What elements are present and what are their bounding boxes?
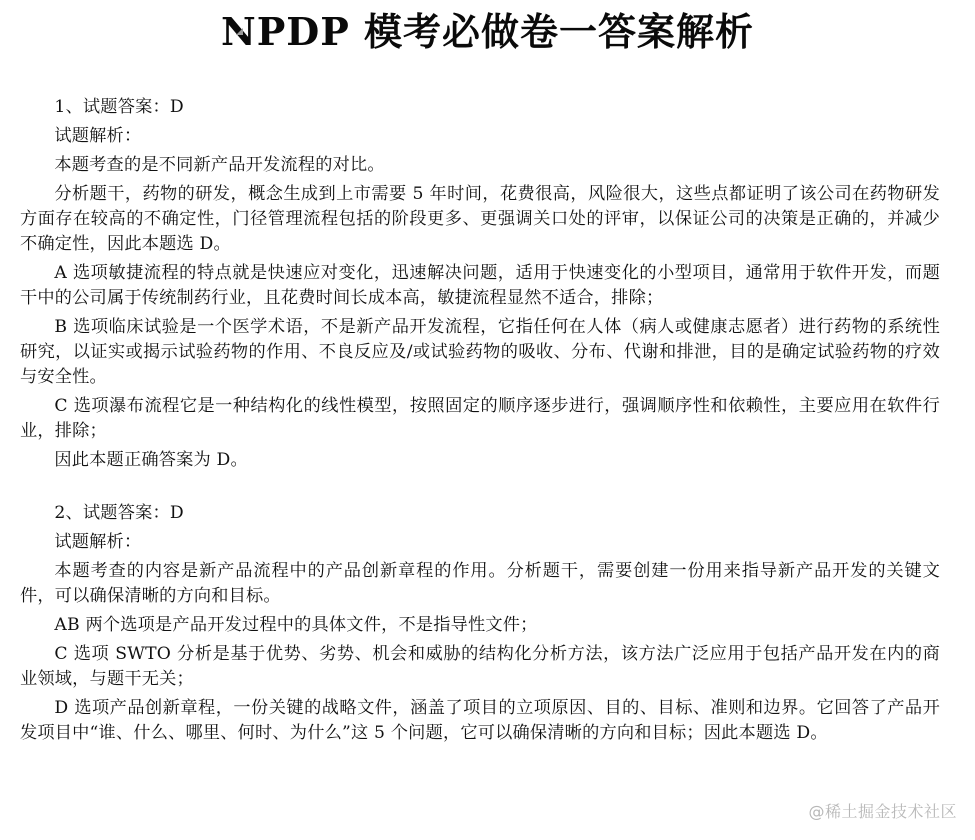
question-2-answer: 2、试题答案：D <box>54 503 184 523</box>
question-2-paragraph: D 选项产品创新章程，一份关键的战略文件，涵盖了项目的立项原因、目的、目标、准则和边界。它回答了产品开发项目中“谁、什么、哪里、何时、为什么”这 5 个问题，它可以确保清晰的方向和目标；因此本题选 D。 <box>20 698 940 743</box>
question-1-paragraph: B 选项临床试验是一个医学术语，不是新产品开发流程，它指任何在人体（病人或健康志愿者）进行药物的系统性研究，以证实或揭示试验药物的作用、不良反应及/或试验药物的吸收、分布、代谢和排泄，目的是确定试验药物的疗效与安全性。 <box>20 317 940 387</box>
question-1-answer: 1、试题答案：D <box>54 97 184 117</box>
heading-collapse-marker-icon[interactable] <box>236 28 243 35</box>
question-1-paragraph: 本题考查的是不同新产品开发流程的对比。 <box>54 155 385 175</box>
question-1-paragraph: 因此本题正确答案为 D。 <box>54 450 248 470</box>
document-body <box>20 95 940 746</box>
question-1-paragraph: 分析题干，药物的研发，概念生成到上市需要 5 年时间，花费很高，风险很大，这些点都证明了该公司在药物研发方面存在较高的不确定性，门径管理流程包括的阶段更多、更强调关口处的评审，以保证公司的决策是正确的，并减少不确定性，因此本题选 D。 <box>20 184 940 254</box>
document-title: NPDP 模考必做卷一答案解析 <box>220 9 755 54</box>
question-1-paragraph: A 选项敏捷流程的特点就是快速应对变化，迅速解决问题，适用于快速变化的小型项目，通常用于软件开发，而题干中的公司属于传统制药行业，且花费时间长成本高，敏捷流程显然不适合，排除； <box>20 263 940 308</box>
question-1-analysis-label: 试题解析： <box>54 126 142 146</box>
question-2-paragraph: C 选项 SWTO 分析是基于优势、劣势、机会和威胁的结构化分析方法，该方法广泛应用于包括产品开发在内的商业领域，与题干无关； <box>20 644 940 689</box>
question-2-paragraph: AB 两个选项是产品开发过程中的具体文件，不是指导性文件； <box>54 615 538 635</box>
title-area <box>0 6 975 58</box>
question-2-analysis-label: 试题解析： <box>54 532 142 552</box>
watermark: @稀土掘金技术社区 <box>808 802 957 821</box>
section-gap <box>20 473 940 501</box>
question-2-paragraph: 本题考查的内容是新产品流程中的产品创新章程的作用。分析题干，需要创建一份用来指导新产品开发的关键文件，可以确保清晰的方向和目标。 <box>20 561 940 606</box>
question-1-paragraph: C 选项瀑布流程它是一种结构化的线性模型，按照固定的顺序逐步进行，强调顺序性和依赖性，主要应用在软件行业，排除； <box>20 396 940 441</box>
